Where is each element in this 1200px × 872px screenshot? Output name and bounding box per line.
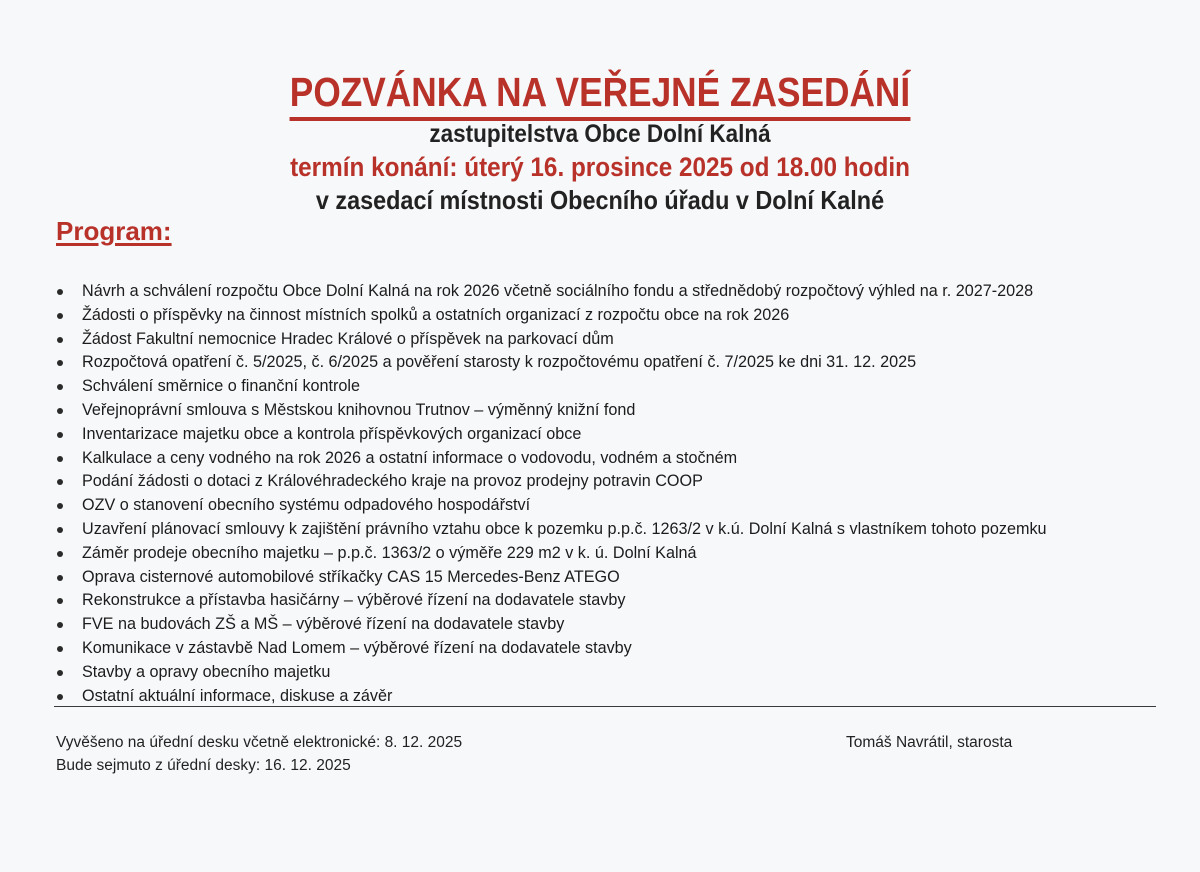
meeting-location: v zasedací místnosti Obecního úřadu v Dolní Kalné (315, 185, 885, 215)
agenda-item (56, 565, 1047, 589)
agenda-item (56, 517, 1047, 541)
agenda-item (56, 279, 1047, 303)
agenda-item-text: Schválení směrnice o finanční kontrole (82, 377, 361, 396)
agenda-item-text: Rekonstrukce a přístavba hasičárny – výběrové řízení na dodavatele stavby (82, 591, 626, 610)
bullet-icon (57, 670, 63, 676)
agenda-item (56, 541, 1047, 565)
bullet-icon (57, 575, 63, 581)
bullet-icon (57, 384, 63, 390)
agenda-item (56, 446, 1047, 470)
agenda-item-text: OZV o stanovení obecního systému odpadového hospodářství (82, 496, 531, 515)
subtitle: zastupitelstva Obce Dolní Kalná (429, 120, 771, 148)
bullet-icon (57, 360, 63, 366)
agenda-item-text: Žádosti o příspěvky na činnost místních spolků a ostatních organizací z rozpočtu obce na rok 2026 (82, 305, 790, 324)
agenda-item (56, 422, 1047, 446)
bullet-icon (57, 289, 63, 295)
agenda-item-text: Stavby a opravy obecního majetku (82, 662, 331, 681)
agenda-item-text: Kalkulace a ceny vodného na rok 2026 a ostatní informace o vodovodu, vodném a stočném (82, 448, 738, 467)
signature: Tomáš Navrátil, starosta (846, 734, 1013, 751)
bullet-icon (57, 598, 63, 604)
agenda-item-text: Oprava cisternové automobilové stříkačky CAS 15 Mercedes-Benz ATEGO (82, 567, 620, 586)
agenda-item (56, 588, 1047, 612)
program-heading: Program: (56, 216, 172, 246)
bullet-icon (57, 408, 63, 414)
agenda-item-text: Návrh a schválení rozpočtu Obce Dolní Kalná na rok 2026 včetně sociálního fondu a střednědobý rozpočtový výhled na r. 2027-2028 (82, 282, 1034, 300)
agenda-item (56, 374, 1047, 398)
posted-date: Vyvěšeno na úřední desku včetně elektronické: 8. 12. 2025 (56, 734, 463, 751)
bullet-icon (57, 694, 63, 700)
bullet-icon (57, 527, 63, 533)
agenda-item (56, 350, 1047, 374)
bullet-icon (57, 551, 63, 557)
agenda-item (56, 469, 1047, 493)
agenda-item (56, 612, 1047, 636)
bullet-icon (57, 313, 63, 319)
divider (54, 706, 1156, 707)
agenda-item-text: Záměr prodeje obecního majetku – p.p.č. 1363/2 o výměře 229 m2 v k. ú. Dolní Kalná (82, 543, 697, 562)
meeting-date: termín konání: úterý 16. prosince 2025 od 18.00 hodin (290, 152, 910, 182)
page-title-text: POZVÁNKA NA VEŘEJNÉ ZASEDÁNÍ (290, 68, 910, 121)
bullet-icon (57, 337, 63, 343)
bullet-icon (57, 456, 63, 462)
bullet-icon (57, 432, 63, 438)
removal-date: Bude sejmuto z úřední desky: 16. 12. 2025 (56, 757, 351, 774)
agenda-item (56, 660, 1047, 684)
bullet-icon (57, 646, 63, 652)
agenda-item-text: Veřejnoprávní smlouva s Městskou knihovnou Trutnov – výměnný knižní fond (82, 400, 636, 419)
agenda-item-text: Podání žádosti o dotaci z Královéhradeckého kraje na provoz prodejny potravin COOP (82, 472, 703, 491)
bullet-icon (57, 622, 63, 628)
bullet-icon (57, 503, 63, 509)
agenda-item-text: Inventarizace majetku obce a kontrola příspěvkových organizací obce (82, 424, 582, 443)
agenda-item-text: FVE na budovách ZŠ a MŠ – výběrové řízení na dodavatele stavby (82, 615, 565, 634)
agenda-item (56, 327, 1047, 351)
agenda-item-text: Žádost Fakultní nemocnice Hradec Králové o příspěvek na parkovací dům (82, 329, 614, 348)
agenda-item (56, 684, 1047, 708)
agenda-item (56, 398, 1047, 422)
page-title (84, 68, 1116, 121)
agenda-item-text: Ostatní aktuální informace, diskuse a závěr (82, 686, 393, 705)
agenda-item (56, 493, 1047, 517)
agenda-item (56, 636, 1047, 660)
agenda-item (56, 303, 1047, 327)
bullet-icon (57, 479, 63, 485)
agenda-item-text: Uzavření plánovací smlouvy k zajištění právního vztahu obce k pozemku p.p.č. 1263/2 v k.ú. Dolní Kalná s vlastníkem tohoto pozemku (82, 519, 1047, 538)
agenda-item-text: Komunikace v zástavbě Nad Lomem – výběrové řízení na dodavatele stavby (82, 638, 632, 657)
agenda-item-text: Rozpočtová opatření č. 5/2025, č. 6/2025 a pověření starosty k rozpočtovému opatření č. 7/2025 ke dni 31. 12. 2025 (82, 353, 917, 372)
agenda-list (56, 279, 1047, 707)
